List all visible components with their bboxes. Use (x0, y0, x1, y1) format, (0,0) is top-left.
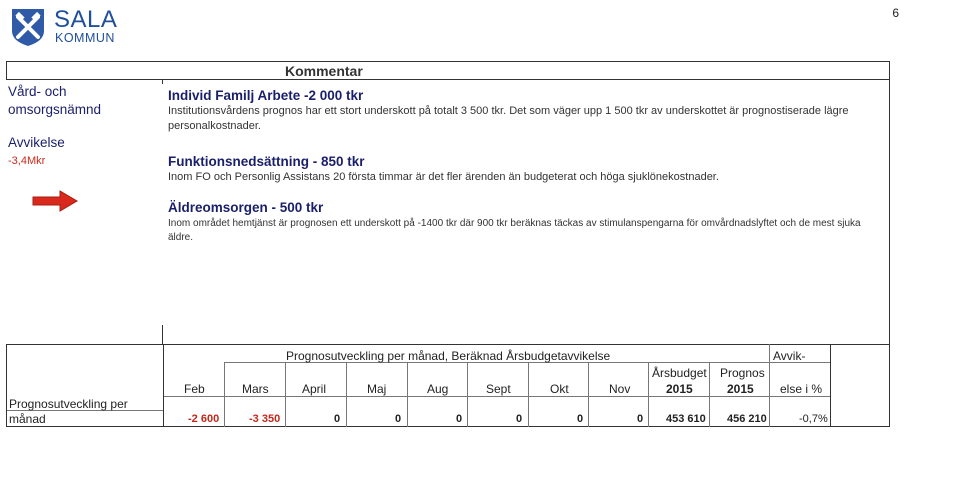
col-header-mars: Mars (242, 382, 269, 396)
value-avvikelse-pct: -0,7% (799, 413, 828, 425)
section-title-funktionsnedsattning: Funktionsnedsättning - 850 tkr (168, 154, 365, 169)
col-header-okt: Okt (550, 382, 569, 396)
avvikelse-value: -3,4Mkr (8, 155, 46, 167)
value-aug: 0 (456, 413, 463, 425)
table-header-bottom-line (163, 396, 830, 397)
logo-sub-text: KOMMUN (55, 31, 115, 45)
table-col-divider (528, 362, 529, 427)
col-header-nov: Nov (609, 382, 631, 396)
table-col-divider (830, 344, 831, 427)
table-col-divider (648, 362, 649, 427)
table-bottom-line (6, 426, 890, 427)
value-mars: -3 350 (249, 413, 281, 425)
section-title-ifa: Individ Familj Arbete -2 000 tkr (168, 88, 364, 103)
value-okt: 0 (577, 413, 584, 425)
col-header-sept: Sept (486, 382, 511, 396)
table-col-divider (588, 362, 589, 427)
page-number: 6 (892, 6, 899, 20)
table-col-divider (407, 362, 408, 427)
col-header-aug: Aug (427, 382, 449, 396)
table-col-divider (769, 344, 770, 427)
table-right-edge (889, 344, 890, 427)
kommentar-heading: Kommentar (285, 63, 363, 79)
value-nov: 0 (637, 413, 644, 425)
logo-brand-text: SALA (54, 6, 118, 33)
row-label-line1: Prognosutveckling per (9, 397, 128, 411)
col-header-prognos-year: 2015 (727, 382, 754, 396)
table-col-divider (346, 362, 347, 427)
value-maj: 0 (395, 413, 402, 425)
table-group-header: Prognosutveckling per månad, Beräknad Årsbudgetavvikelse (286, 349, 611, 363)
table-avvik-header: Avvik- (773, 349, 806, 363)
value-prognos: 456 210 (727, 413, 767, 425)
col-header-avvikelse-pct: else i % (780, 382, 823, 396)
col-header-arsbudget: Årsbudget (652, 366, 707, 380)
committee-title-line1: Vård- och (8, 84, 67, 99)
section-title-aldreomsorgen: Äldreomsorgen - 500 tkr (168, 200, 324, 215)
table-col-divider (224, 362, 225, 427)
value-arsbudget: 453 610 (666, 413, 706, 425)
table-col-divider (163, 344, 164, 427)
col-header-prognos: Prognos (720, 366, 765, 380)
section-body-aldreomsorgen: Inom området hemtjänst är prognosen ett underskott på -1400 tkr där 900 tkr beräknas täckas av stimulanspengarna för omvårdnadslyftet och de mest sjuka äldre. (168, 218, 861, 243)
value-april: 0 (334, 413, 341, 425)
table-col-divider (285, 362, 286, 427)
col-header-arsbudget-year: 2015 (666, 382, 693, 396)
committee-title-line2: omsorgsnämnd (8, 102, 102, 117)
table-col-divider (467, 362, 468, 427)
section-body-funktionsnedsattning: Inom FO och Personlig Assistans 20 första timmar är det fler ärenden än budgeterat och höga sjuklönekostnader. (168, 171, 719, 183)
table-top-line (6, 344, 890, 345)
table-left-edge (6, 344, 7, 427)
col-header-feb: Feb (184, 382, 205, 396)
col-header-maj: Maj (367, 382, 387, 396)
avvikelse-label: Avvikelse (8, 135, 65, 150)
value-sept: 0 (516, 413, 523, 425)
section-body-ifa: Institutionsvårdens prognos har ett stort underskott på totalt 3 500 tkr. Det som väger upp 1 500 tkr av underskottet är prognostiserade lägre personalkostnader. (168, 105, 849, 132)
col-header-april: April (302, 382, 327, 396)
row-label-line2: månad (9, 412, 46, 426)
table-col-divider (709, 362, 710, 427)
value-feb: -2 600 (188, 413, 220, 425)
